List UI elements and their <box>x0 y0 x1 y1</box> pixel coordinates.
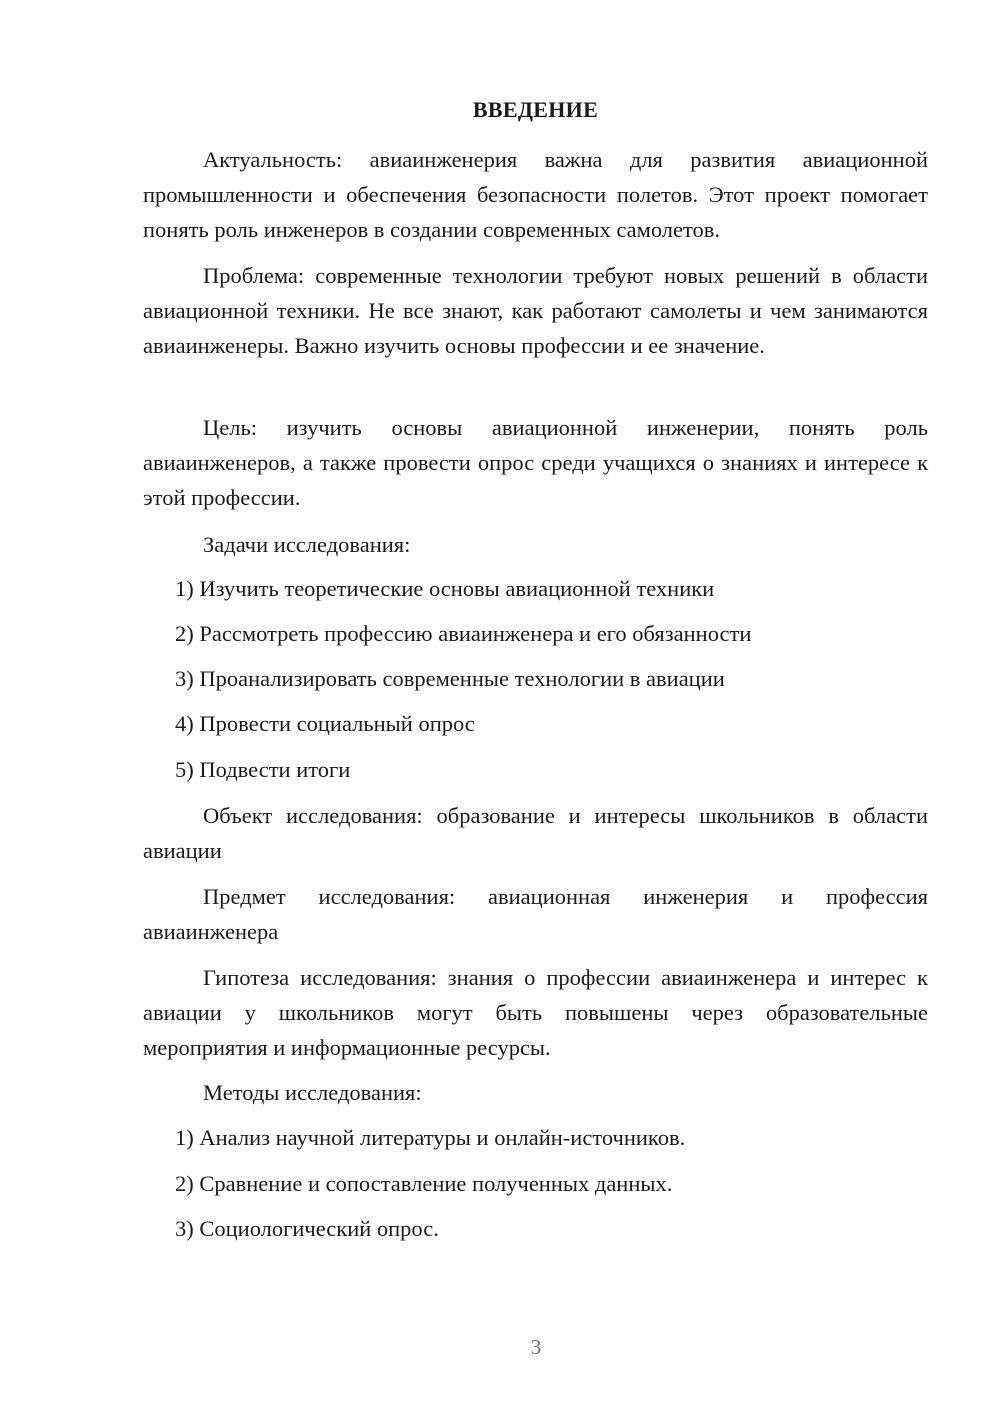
hypothesis-paragraph: Гипотеза исследования: знания о профессии авиаинженера и интерес к авиации у школьников могут быть повышены через образовательные мероприятия и информационные ресурсы. <box>143 965 928 1060</box>
subject-paragraph: Предмет исследования: авиационная инженерия и профессия авиаинженера <box>143 884 928 944</box>
goal-paragraph: Цель: изучить основы авиационной инженерии, понять роль авиаинженеров, а также провести опрос среди учащихся о знаниях и интересе к этой профессии. <box>143 415 928 510</box>
task-item: 4) Провести социальный опрос <box>175 711 475 736</box>
page-title: ВВЕДЕНИЕ <box>472 97 599 122</box>
task-item: 3) Проанализировать современные технологии в авиации <box>175 666 725 691</box>
task-item: 2) Рассмотреть профессию авиаинженера и его обязанности <box>175 621 752 646</box>
method-item: 2) Сравнение и сопоставление полученных данных. <box>175 1171 673 1196</box>
object-paragraph: Объект исследования: образование и интересы школьников в области авиации <box>143 803 928 863</box>
problem-paragraph: Проблема: современные технологии требуют новых решений в области авиационной техники. Не все знают, как работают самолеты и чем занимаются авиаинженеры. Важно изучить основы профессии и ее значение. <box>143 263 928 358</box>
method-item: 3) Социологический опрос. <box>175 1216 439 1241</box>
task-item: 1) Изучить теоретические основы авиационной техники <box>175 576 715 601</box>
page-number: 3 <box>530 1335 542 1359</box>
task-item: 5) Подвести итоги <box>175 757 351 782</box>
tasks-heading: Задачи исследования: <box>203 532 411 557</box>
methods-heading: Методы исследования: <box>203 1080 422 1105</box>
method-item: 1) Анализ научной литературы и онлайн-источников. <box>175 1125 686 1150</box>
relevance-paragraph: Актуальность: авиаинженерия важна для развития авиационной промышленности и обеспечения безопасности полетов. Этот проект помогает понять роль инженеров в создании современных самолетов. <box>143 147 928 242</box>
